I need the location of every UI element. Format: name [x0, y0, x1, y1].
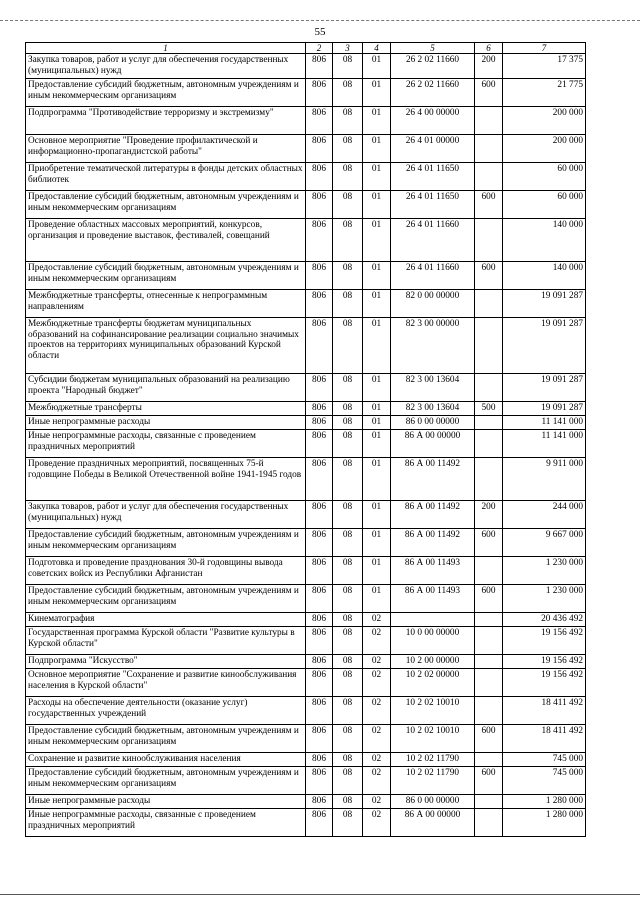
ministry-code-cell: 806 [306, 402, 333, 416]
target-article-cell: 10 2 02 11790 [391, 753, 475, 767]
target-article-cell: 10 2 02 10010 [391, 697, 475, 725]
table-header-row [26, 43, 586, 54]
amount-cell: 60 000 [503, 163, 586, 191]
section-code-cell: 08 [333, 809, 363, 837]
column-header-5: 5 [391, 43, 475, 54]
subsection-code-cell: 01 [363, 318, 391, 374]
amount-cell: 17 375 [503, 54, 586, 79]
subsection-code-cell: 01 [363, 402, 391, 416]
item-name-cell: Закупка товаров, работ и услуг для обеспечения государственных (муниципальных) нужд [26, 54, 306, 79]
amount-cell: 19 156 492 [503, 627, 586, 655]
item-name-cell: Кинематография [26, 613, 306, 627]
item-name-cell: Подготовка и проведение празднования 30-й годовщины вывода советских войск из Республики Афганистан [26, 557, 306, 585]
subsection-code-cell: 01 [363, 191, 391, 219]
item-name-cell: Основное мероприятие "Сохранение и развитие кинообслуживания населения в Курской области" [26, 669, 306, 697]
amount-cell: 11 141 000 [503, 430, 586, 458]
ministry-code-cell: 806 [306, 697, 333, 725]
subsection-code-cell: 02 [363, 669, 391, 697]
subsection-code-cell: 01 [363, 501, 391, 529]
ministry-code-cell: 806 [306, 767, 333, 795]
expense-type-cell [475, 416, 503, 430]
expense-type-cell: 600 [475, 191, 503, 219]
amount-cell: 745 000 [503, 767, 586, 795]
item-name-cell: Предоставление субсидий бюджетным, автономным учреждениям и иным некоммерческим организациям [26, 79, 306, 107]
expense-type-cell [475, 135, 503, 163]
amount-cell: 19 091 287 [503, 318, 586, 374]
table-row [26, 697, 586, 725]
expense-type-cell: 600 [475, 585, 503, 613]
target-article-cell: 10 2 02 10010 [391, 725, 475, 753]
ministry-code-cell: 806 [306, 501, 333, 529]
expense-type-cell [475, 290, 503, 318]
ministry-code-cell: 806 [306, 416, 333, 430]
subsection-code-cell: 02 [363, 725, 391, 753]
subsection-code-cell: 01 [363, 54, 391, 79]
ministry-code-cell: 806 [306, 627, 333, 655]
table-row [26, 191, 586, 219]
section-code-cell: 08 [333, 655, 363, 669]
ministry-code-cell: 806 [306, 585, 333, 613]
amount-cell: 9 911 000 [503, 458, 586, 501]
expense-type-cell: 600 [475, 725, 503, 753]
expense-type-cell [475, 219, 503, 262]
expense-type-cell [475, 795, 503, 809]
target-article-cell: 86 0 00 00000 [391, 795, 475, 809]
target-article-cell: 82 3 00 13604 [391, 402, 475, 416]
amount-cell: 19 156 492 [503, 669, 586, 697]
section-code-cell: 08 [333, 163, 363, 191]
amount-cell: 21 775 [503, 79, 586, 107]
target-article-cell: 10 0 00 00000 [391, 627, 475, 655]
table-row [26, 219, 586, 262]
table-row [26, 430, 586, 458]
ministry-code-cell: 806 [306, 79, 333, 107]
target-article-cell: 86 А 00 11493 [391, 557, 475, 585]
expense-type-cell: 600 [475, 767, 503, 795]
section-code-cell: 08 [333, 613, 363, 627]
expense-type-cell [475, 809, 503, 837]
ministry-code-cell: 806 [306, 135, 333, 163]
table-row [26, 501, 586, 529]
table-row [26, 290, 586, 318]
subsection-code-cell: 01 [363, 290, 391, 318]
expense-type-cell: 200 [475, 501, 503, 529]
subsection-code-cell: 01 [363, 585, 391, 613]
column-header-6: 6 [475, 43, 503, 54]
table-row [26, 374, 586, 402]
item-name-cell: Подпрограмма "Искусство" [26, 655, 306, 669]
top-dashed-rule [0, 20, 640, 21]
ministry-code-cell: 806 [306, 219, 333, 262]
amount-cell: 19 091 287 [503, 402, 586, 416]
item-name-cell: Иные непрограммные расходы [26, 795, 306, 809]
section-code-cell: 08 [333, 669, 363, 697]
section-code-cell: 08 [333, 725, 363, 753]
target-article-cell: 86 А 00 11492 [391, 529, 475, 557]
section-code-cell: 08 [333, 753, 363, 767]
section-code-cell: 08 [333, 501, 363, 529]
item-name-cell: Государственная программа Курской области "Развитие культуры в Курской области" [26, 627, 306, 655]
subsection-code-cell: 01 [363, 557, 391, 585]
item-name-cell: Иные непрограммные расходы, связанные с проведением праздничных мероприятий [26, 809, 306, 837]
column-header-3: 3 [333, 43, 363, 54]
target-article-cell: 86 А 00 11492 [391, 501, 475, 529]
table-row [26, 655, 586, 669]
target-article-cell: 26 4 01 11660 [391, 219, 475, 262]
ministry-code-cell: 806 [306, 107, 333, 135]
table-row [26, 669, 586, 697]
target-article-cell: 82 3 00 13604 [391, 374, 475, 402]
ministry-code-cell: 806 [306, 669, 333, 697]
item-name-cell: Межбюджетные трансферты [26, 402, 306, 416]
subsection-code-cell: 02 [363, 795, 391, 809]
section-code-cell: 08 [333, 767, 363, 795]
ministry-code-cell: 806 [306, 191, 333, 219]
section-code-cell: 08 [333, 585, 363, 613]
table-row [26, 163, 586, 191]
section-code-cell: 08 [333, 430, 363, 458]
table-row [26, 809, 586, 837]
subsection-code-cell: 01 [363, 107, 391, 135]
section-code-cell: 08 [333, 191, 363, 219]
table-body [26, 54, 586, 837]
section-code-cell: 08 [333, 697, 363, 725]
amount-cell: 1 230 000 [503, 557, 586, 585]
ministry-code-cell: 806 [306, 458, 333, 501]
section-code-cell: 08 [333, 529, 363, 557]
item-name-cell: Проведение областных массовых мероприятий, конкурсов, организация и проведение выставок, фестивалей, совещаний [26, 219, 306, 262]
amount-cell: 11 141 000 [503, 416, 586, 430]
table-row [26, 627, 586, 655]
item-name-cell: Проведение праздничных мероприятий, посвященных 75-й годовщине Победы в Великой Отечественной войне 1941-1945 годов [26, 458, 306, 501]
subsection-code-cell: 01 [363, 262, 391, 290]
expense-type-cell [475, 627, 503, 655]
table-row [26, 135, 586, 163]
expense-type-cell [475, 697, 503, 725]
target-article-cell [391, 613, 475, 627]
target-article-cell: 26 2 02 11660 [391, 54, 475, 79]
target-article-cell: 86 0 00 00000 [391, 416, 475, 430]
table-row [26, 318, 586, 374]
section-code-cell: 08 [333, 107, 363, 135]
section-code-cell: 08 [333, 557, 363, 585]
table-row [26, 416, 586, 430]
item-name-cell: Субсидии бюджетам муниципальных образований на реализацию проекта "Народный бюджет" [26, 374, 306, 402]
target-article-cell: 26 4 01 11650 [391, 163, 475, 191]
amount-cell: 200 000 [503, 135, 586, 163]
section-code-cell: 08 [333, 54, 363, 79]
item-name-cell: Приобретение тематической литературы в фонды детских областных библиотек [26, 163, 306, 191]
table-row [26, 613, 586, 627]
table-row [26, 557, 586, 585]
item-name-cell: Межбюджетные трансферты, отнесенные к непрограммным направлениям [26, 290, 306, 318]
amount-cell: 244 000 [503, 501, 586, 529]
table-row [26, 585, 586, 613]
subsection-code-cell: 01 [363, 79, 391, 107]
item-name-cell: Основное мероприятие "Проведение профилактической и информационно-пропагандистской работы" [26, 135, 306, 163]
table-row [26, 753, 586, 767]
target-article-cell: 26 4 01 00000 [391, 135, 475, 163]
amount-cell: 19 091 287 [503, 290, 586, 318]
subsection-code-cell: 02 [363, 767, 391, 795]
expense-type-cell [475, 430, 503, 458]
budget-table [25, 42, 586, 837]
item-name-cell: Предоставление субсидий бюджетным, автономным учреждениям и иным некоммерческим организациям [26, 191, 306, 219]
column-header-7: 7 [503, 43, 586, 54]
target-article-cell: 26 2 02 11660 [391, 79, 475, 107]
target-article-cell: 86 А 00 00000 [391, 809, 475, 837]
table-row [26, 262, 586, 290]
item-name-cell: Подпрограмма "Противодействие терроризму и экстремизму" [26, 107, 306, 135]
subsection-code-cell: 02 [363, 809, 391, 837]
target-article-cell: 86 А 00 11492 [391, 458, 475, 501]
expense-type-cell: 200 [475, 54, 503, 79]
item-name-cell: Предоставление субсидий бюджетным, автономным учреждениям и иным некоммерческим организациям [26, 725, 306, 753]
item-name-cell: Предоставление субсидий бюджетным, автономным учреждениям и иным некоммерческим организациям [26, 262, 306, 290]
table-row [26, 529, 586, 557]
table-row [26, 767, 586, 795]
subsection-code-cell: 01 [363, 163, 391, 191]
amount-cell: 19 091 287 [503, 374, 586, 402]
expense-type-cell [475, 655, 503, 669]
expense-type-cell [475, 557, 503, 585]
ministry-code-cell: 806 [306, 809, 333, 837]
item-name-cell: Сохранение и развитие кинообслуживания населения [26, 753, 306, 767]
table-row [26, 107, 586, 135]
section-code-cell: 08 [333, 318, 363, 374]
section-code-cell: 08 [333, 262, 363, 290]
table-row [26, 458, 586, 501]
target-article-cell: 10 2 02 00000 [391, 669, 475, 697]
ministry-code-cell: 806 [306, 613, 333, 627]
table-row [26, 725, 586, 753]
expense-type-cell [475, 753, 503, 767]
item-name-cell: Расходы на обеспечение деятельности (оказание услуг) государственных учреждений [26, 697, 306, 725]
ministry-code-cell: 806 [306, 430, 333, 458]
amount-cell: 18 411 492 [503, 725, 586, 753]
target-article-cell: 86 А 00 11493 [391, 585, 475, 613]
section-code-cell: 08 [333, 219, 363, 262]
subsection-code-cell: 01 [363, 458, 391, 501]
table-row [26, 402, 586, 416]
subsection-code-cell: 01 [363, 135, 391, 163]
target-article-cell: 10 2 02 11790 [391, 767, 475, 795]
expense-type-cell: 500 [475, 402, 503, 416]
item-name-cell: Предоставление субсидий бюджетным, автономным учреждениям и иным некоммерческим организациям [26, 585, 306, 613]
expense-type-cell: 600 [475, 529, 503, 557]
ministry-code-cell: 806 [306, 54, 333, 79]
amount-cell: 1 280 000 [503, 795, 586, 809]
amount-cell: 19 156 492 [503, 655, 586, 669]
subsection-code-cell: 02 [363, 627, 391, 655]
table-row [26, 79, 586, 107]
target-article-cell: 10 2 00 00000 [391, 655, 475, 669]
column-header-4: 4 [363, 43, 391, 54]
section-code-cell: 08 [333, 627, 363, 655]
expense-type-cell [475, 107, 503, 135]
subsection-code-cell: 01 [363, 374, 391, 402]
ministry-code-cell: 806 [306, 374, 333, 402]
section-code-cell: 08 [333, 79, 363, 107]
item-name-cell: Предоставление субсидий бюджетным, автономным учреждениям и иным некоммерческим организациям [26, 767, 306, 795]
subsection-code-cell: 02 [363, 697, 391, 725]
ministry-code-cell: 806 [306, 795, 333, 809]
target-article-cell: 26 4 00 00000 [391, 107, 475, 135]
item-name-cell: Межбюджетные трансферты бюджетам муниципальных образований на софинансирование реализации социально значимых проектов на территориях муниципальных образований Курской области [26, 318, 306, 374]
column-header-1: 1 [26, 43, 306, 54]
section-code-cell: 08 [333, 795, 363, 809]
section-code-cell: 08 [333, 458, 363, 501]
item-name-cell: Предоставление субсидий бюджетным, автономным учреждениям и иным некоммерческим организациям [26, 529, 306, 557]
subsection-code-cell: 01 [363, 219, 391, 262]
amount-cell: 140 000 [503, 262, 586, 290]
subsection-code-cell: 02 [363, 753, 391, 767]
target-article-cell: 26 4 01 11650 [391, 191, 475, 219]
section-code-cell: 08 [333, 374, 363, 402]
ministry-code-cell: 806 [306, 557, 333, 585]
amount-cell: 18 411 492 [503, 697, 586, 725]
expense-type-cell [475, 669, 503, 697]
item-name-cell: Иные непрограммные расходы, связанные с проведением праздничных мероприятий [26, 430, 306, 458]
section-code-cell: 08 [333, 416, 363, 430]
target-article-cell: 82 3 00 00000 [391, 318, 475, 374]
table-row [26, 54, 586, 79]
column-header-2: 2 [306, 43, 333, 54]
page-number: 55 [314, 26, 326, 38]
subsection-code-cell: 02 [363, 655, 391, 669]
table-row [26, 795, 586, 809]
expense-type-cell [475, 458, 503, 501]
section-code-cell: 08 [333, 402, 363, 416]
expense-type-cell: 600 [475, 79, 503, 107]
item-name-cell: Иные непрограммные расходы [26, 416, 306, 430]
amount-cell: 140 000 [503, 219, 586, 262]
subsection-code-cell: 02 [363, 613, 391, 627]
section-code-cell: 08 [333, 290, 363, 318]
ministry-code-cell: 806 [306, 262, 333, 290]
expense-type-cell [475, 318, 503, 374]
bottom-rule [0, 894, 640, 895]
amount-cell: 60 000 [503, 191, 586, 219]
expense-type-cell [475, 613, 503, 627]
ministry-code-cell: 806 [306, 529, 333, 557]
expense-type-cell: 600 [475, 262, 503, 290]
target-article-cell: 86 А 00 00000 [391, 430, 475, 458]
target-article-cell: 26 4 01 11660 [391, 262, 475, 290]
ministry-code-cell: 806 [306, 655, 333, 669]
amount-cell: 1 280 000 [503, 809, 586, 837]
ministry-code-cell: 806 [306, 725, 333, 753]
amount-cell: 745 000 [503, 753, 586, 767]
section-code-cell: 08 [333, 135, 363, 163]
target-article-cell: 82 0 00 00000 [391, 290, 475, 318]
subsection-code-cell: 01 [363, 529, 391, 557]
amount-cell: 20 436 492 [503, 613, 586, 627]
amount-cell: 9 667 000 [503, 529, 586, 557]
ministry-code-cell: 806 [306, 318, 333, 374]
ministry-code-cell: 806 [306, 753, 333, 767]
ministry-code-cell: 806 [306, 163, 333, 191]
expense-type-cell [475, 374, 503, 402]
ministry-code-cell: 806 [306, 290, 333, 318]
item-name-cell: Закупка товаров, работ и услуг для обеспечения государственных (муниципальных) нужд [26, 501, 306, 529]
amount-cell: 200 000 [503, 107, 586, 135]
expense-type-cell [475, 163, 503, 191]
subsection-code-cell: 01 [363, 416, 391, 430]
subsection-code-cell: 01 [363, 430, 391, 458]
amount-cell: 1 230 000 [503, 585, 586, 613]
